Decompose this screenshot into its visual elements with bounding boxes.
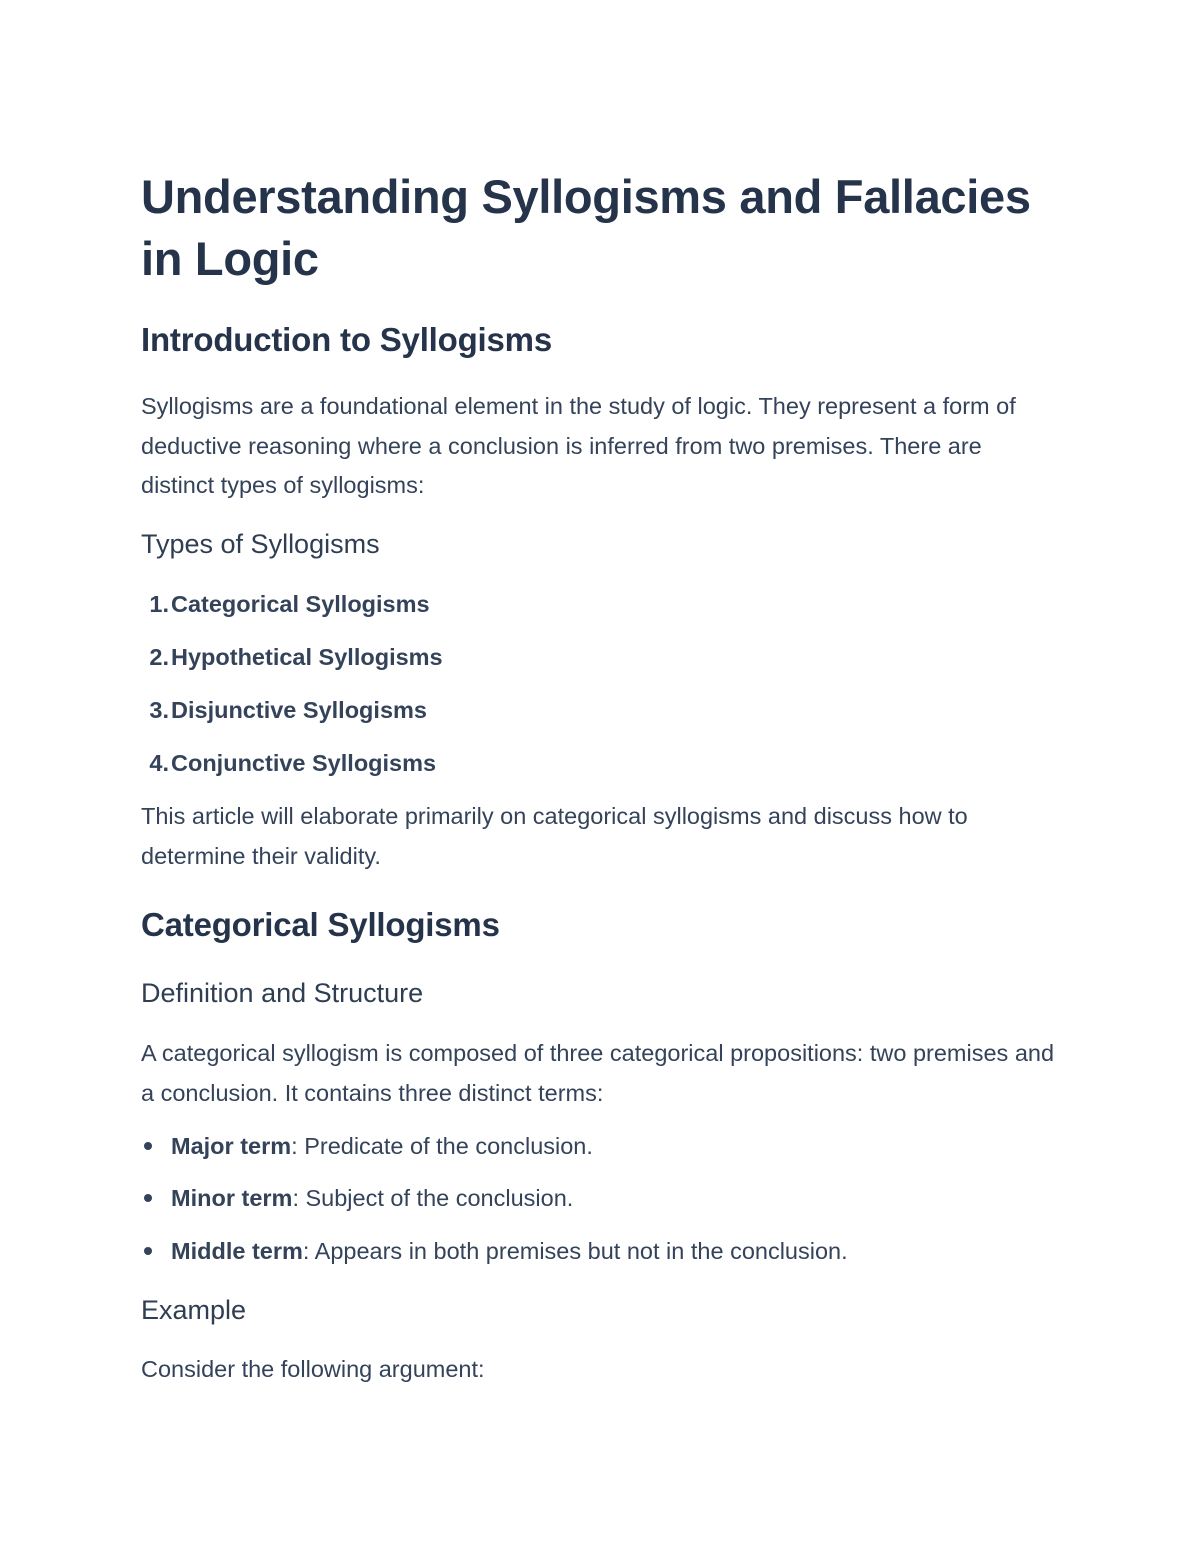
bullet-icon	[144, 1247, 152, 1255]
list-number: 1.	[149, 591, 169, 617]
intro-closing-paragraph: This article will elaborate primarily on categorical syllogisms and discuss how to determine their validity.	[141, 803, 968, 869]
document-title: Understanding Syllogisms and Fallacies in Logic	[141, 170, 1031, 285]
term-description: : Appears in both premises but not in the conclusion.	[302, 1238, 848, 1264]
term-description: : Subject of the conclusion.	[292, 1185, 574, 1211]
term-label: Major term	[171, 1133, 292, 1159]
ordered-list-item	[141, 587, 1061, 621]
heading-introduction: Introduction to Syllogisms	[141, 321, 552, 358]
intro-paragraph: Syllogisms are a foundational element in the study of logic. They represent a form of deductive reasoning where a conclusion is inferred from two premises. There are distinct types of syllogisms:	[141, 393, 1016, 498]
definition-paragraph: A categorical syllogism is composed of three categorical propositions: two premises and a conclusion. It contains three distinct terms:	[141, 1040, 1055, 1106]
list-number: 4.	[149, 750, 169, 776]
example-paragraph: Consider the following argument:	[141, 1356, 485, 1382]
term-label: Middle term	[171, 1238, 303, 1264]
list-number: 2.	[149, 644, 169, 670]
term-definition	[171, 1234, 848, 1268]
heading-example: Example	[141, 1295, 247, 1325]
list-item-label: Conjunctive Syllogisms	[171, 750, 437, 776]
bullet-list-item	[141, 1129, 1061, 1163]
bullet-list-item	[141, 1181, 1061, 1215]
bullet-list-item	[141, 1234, 1061, 1268]
term-label: Minor term	[171, 1185, 293, 1211]
term-description: : Predicate of the conclusion.	[291, 1133, 593, 1159]
term-definition	[171, 1129, 593, 1163]
ordered-list-item	[141, 693, 1061, 727]
term-definition	[171, 1181, 573, 1215]
heading-categorical-syllogisms: Categorical Syllogisms	[141, 906, 500, 943]
heading-definition-structure: Definition and Structure	[141, 978, 424, 1008]
list-item-label: Disjunctive Syllogisms	[171, 697, 427, 723]
ordered-list-item	[141, 640, 1061, 674]
list-number: 3.	[149, 697, 169, 723]
ordered-list-item	[141, 746, 1061, 780]
list-item-label: Hypothetical Syllogisms	[171, 644, 443, 670]
heading-types: Types of Syllogisms	[141, 529, 380, 559]
list-item-label: Categorical Syllogisms	[171, 591, 430, 617]
bullet-icon	[144, 1194, 152, 1202]
bullet-icon	[144, 1142, 152, 1150]
